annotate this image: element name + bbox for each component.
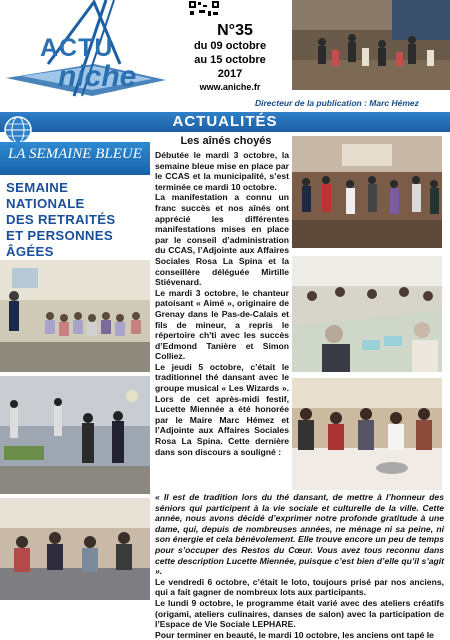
article-continuation <box>155 492 444 640</box>
article-quote: « Il est de tradition lors du thé dansant, de mettre à l’honneur des séniors qui participent à la vie sociale et culturelle de la ville. Cette année, nous avons décidé d’exprimer notre profonde gratitude à une dame, qui, depuis de nombreuses années, ne ménage ni sa peine, ni son énergie et cela bénévolement. Elle trouve encore un peu de temps pour s’occuper des Restos du Cœur. Vous avez tous reconnu dans cette description Lucette Miennée, puisque c’est bien d’elle qu’il s’agit ». <box>155 492 444 577</box>
sidebar-line: ET PERSONNES <box>6 228 113 243</box>
photo-singer-audience <box>0 260 150 372</box>
article-paragraph: Le mardi 3 octobre, le chanteur patoisant « Aimé », originaire de Grenay dans le Pas-de-Calais et fils de mineur, a repris le répertoire ch'ti avec les succès d’Edmond Tanière et Simon Colliez. <box>155 287 289 362</box>
photo-dancers <box>292 136 442 248</box>
sidebar-line: DES RETRAITÉS <box>6 212 116 227</box>
photo-dance-hall <box>292 0 450 90</box>
sidebar-line: ÂGÉES <box>6 244 54 259</box>
publication-director: Directeur de la publication : Marc Hémez <box>255 98 419 108</box>
issue-date-line: au 15 octobre <box>194 54 266 66</box>
photo-honor-ceremony <box>0 376 150 494</box>
photo-workshop <box>0 498 150 600</box>
issue-date-line: du 09 octobre <box>193 40 267 52</box>
article-paragraph: Le lundi 9 octobre, le programme était varié avec des ateliers créatifs (origami, ateliers culinaires, danses de salon) avec la participation de l’Espace de Vie Sociale LEPHARE. <box>155 597 444 630</box>
article-paragraph: Le jeudi 5 octobre, c’était le traditionnel thé dansant avec le groupe musical « Les Wizards ». Lors de cet après-midi festif, Lucette Miennée a été honorée par le Maire Marc Hémez et l’Adjointe aux Affaires Sociales Rosa La Spina. Cette dernière dans son discours a souligné : <box>155 361 289 457</box>
article-title: Les aînés choyés <box>180 135 272 147</box>
logo-actu: ACTU <box>40 34 114 62</box>
sidebar-line: SEMAINE <box>6 180 69 195</box>
issue-number: N°35 <box>217 22 253 39</box>
article-paragraph: La manifestation a connu un franc succès et nos aînés ont apprécié les différentes manifestations mises en place par le conseil d’administration du CCAS, l’Adjointe aux Affaires Sociales Rosa La Spina et la conseillère déléguée Mirtille Stiévenard. <box>155 192 289 288</box>
article-paragraph: Le vendredi 6 octobre, c’était le loto, toujours prisé par nos anciens, qui a fait gagner de nombreux lots aux participants. <box>155 576 444 598</box>
semaine-bleue-logo-text: LA SEMAINE BLEUE <box>8 146 142 162</box>
section-title: ACTUALITÉS <box>172 113 278 130</box>
article-column <box>155 150 289 457</box>
sidebar-line: NATIONALE <box>6 196 85 211</box>
photo-loto <box>292 256 442 372</box>
photo-cooking-workshop <box>292 378 442 490</box>
article-paragraph: Pour terminer en beauté, le mardi 10 octobre, les anciens ont tapé le <box>155 629 434 640</box>
website-link[interactable]: www.aniche.fr <box>199 82 261 92</box>
logo-niche: niche <box>58 60 137 93</box>
globe-icon <box>4 116 32 144</box>
article-paragraph: Débutée le mardi 3 octobre, la semaine bleue mise en place par le CCAS et la municipalité, s’est terminée ce mardi 10 octobre. <box>155 150 289 192</box>
qr-code <box>188 0 220 18</box>
issue-year: 2017 <box>217 68 243 80</box>
